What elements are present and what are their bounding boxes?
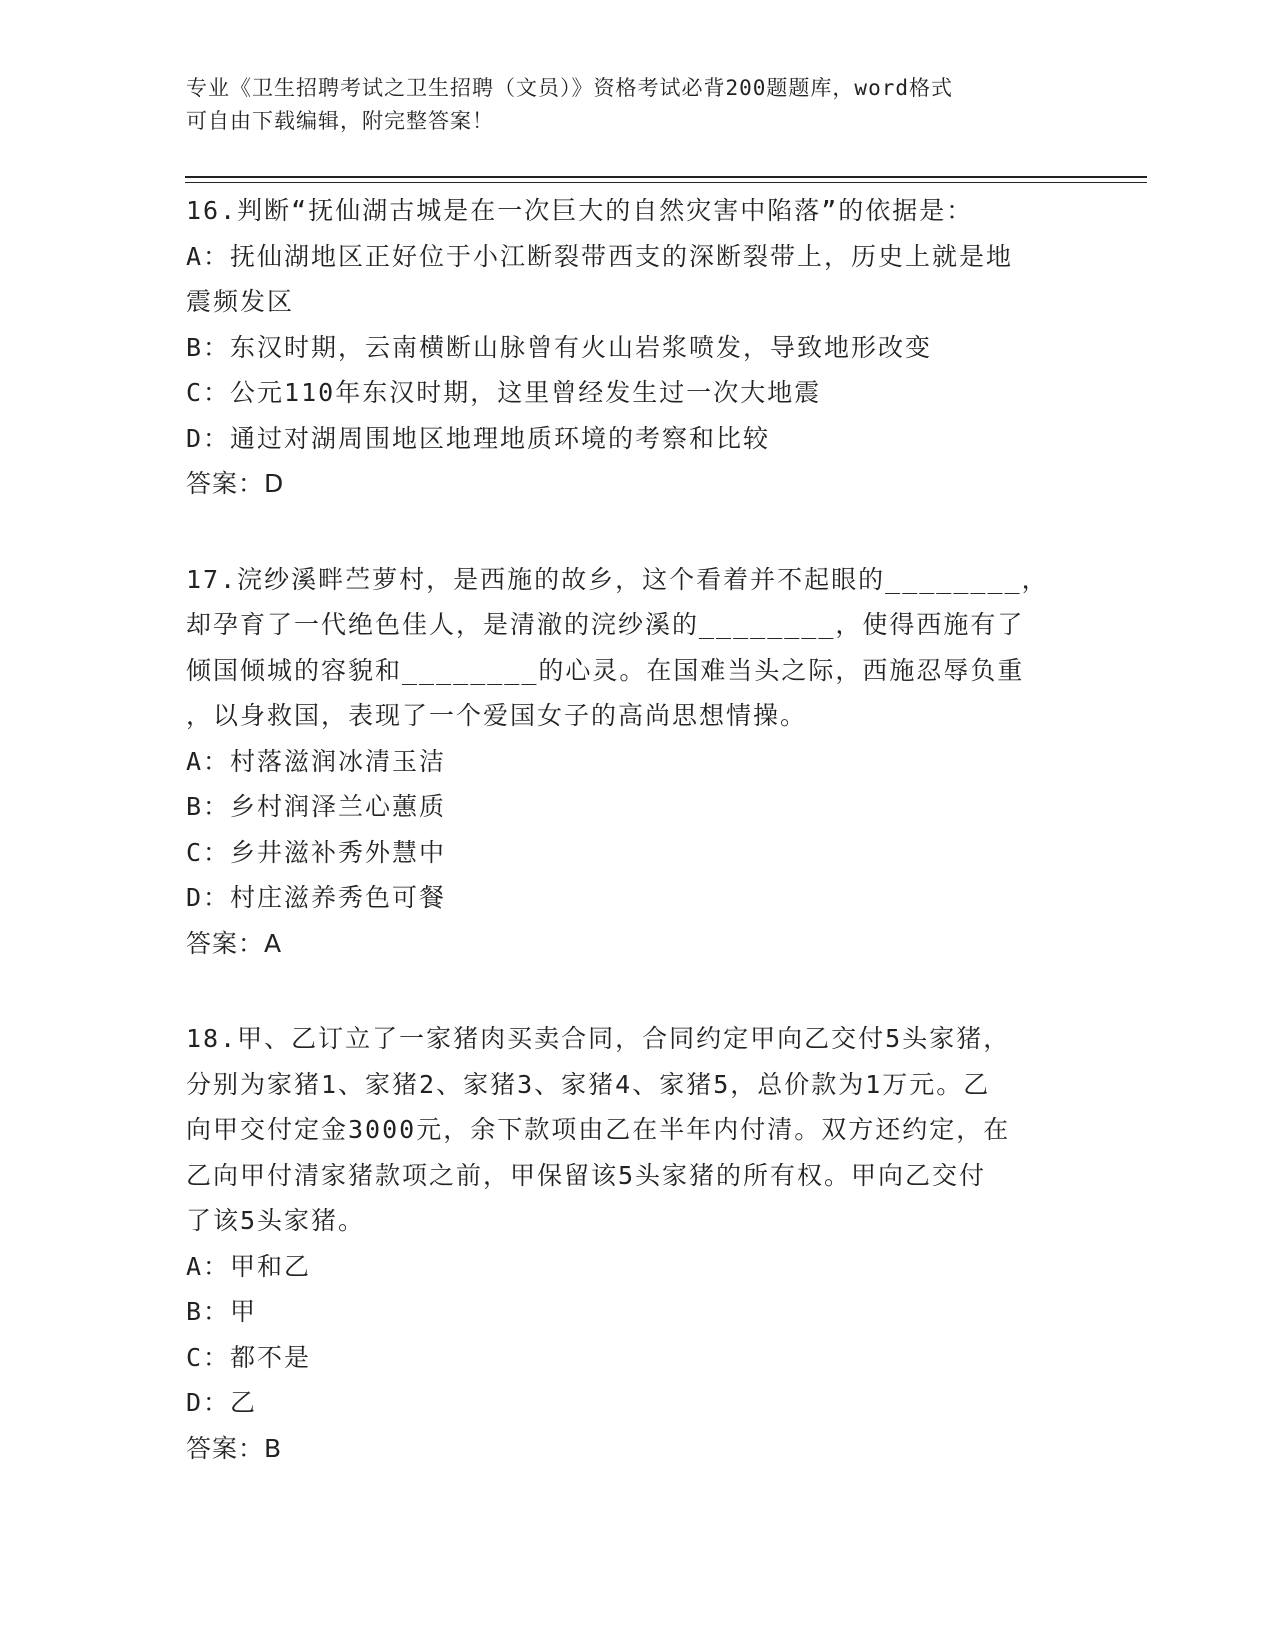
question-18 bbox=[186, 1016, 1086, 1471]
option-d: D：乙 bbox=[186, 1388, 258, 1417]
answer-line: 答案：B bbox=[186, 1433, 283, 1463]
question-text-line: 17.浣纱溪畔苎萝村，是西施的故乡，这个看着并不起眼的________， bbox=[186, 564, 1049, 594]
option-a: A：甲和乙 bbox=[186, 1251, 312, 1281]
question-text-line: 分别为家猪1、家猪2、家猪3、家猪4、家猪5，总价款为1万元。乙 bbox=[186, 1069, 991, 1099]
question-text-line: 向甲交付定金3000元，余下款项由乙在半年内付清。双方还约定，在 bbox=[186, 1115, 1011, 1144]
option-c: C：公元110年东汉时期，这里曾经发生过一次大地震 bbox=[186, 378, 822, 407]
option-d: D：通过对湖周围地区地理地质环境的考察和比较 bbox=[186, 423, 771, 453]
question-text-line: 乙向甲付清家猪款项之前，甲保留该5头家猪的所有权。甲向乙交付 bbox=[186, 1160, 987, 1190]
option-a-continued: 震频发区 bbox=[186, 287, 295, 316]
question-text-line: ，以身救国，表现了一个爱国女子的高尚思想情操。 bbox=[186, 701, 808, 730]
question-text: 16.判断“抚仙湖古城是在一次巨大的自然灾害中陷落”的依据是： bbox=[186, 196, 974, 225]
option-a: A：抚仙湖地区正好位于小江断裂带西支的深断裂带上，历史上就是地 bbox=[186, 241, 1014, 271]
option-d: D：村庄滋养秀色可餐 bbox=[186, 883, 447, 912]
option-b: B：乡村润泽兰心蕙质 bbox=[186, 792, 447, 821]
answer-line: 答案：D bbox=[186, 469, 285, 498]
option-b: B：甲 bbox=[186, 1297, 258, 1326]
question-text-line: 18.甲、乙订立了一家猪肉买卖合同，合同约定甲向乙交付5头家猪， bbox=[186, 1024, 1011, 1053]
question-text-line: 倾国倾城的容貌和________的心灵。在国难当头之际，西施忍辱负重 bbox=[186, 655, 1025, 685]
question-16 bbox=[186, 188, 1086, 507]
header-divider-thick bbox=[185, 176, 1147, 178]
option-c: C：乡井滋补秀外慧中 bbox=[186, 837, 447, 867]
header-divider-thin bbox=[185, 182, 1147, 183]
option-c: C：都不是 bbox=[186, 1342, 312, 1372]
header-line-2: 可自由下载编辑，附完整答案！ bbox=[186, 109, 494, 133]
question-text-line: 却孕育了一代绝色佳人，是清澈的浣纱溪的________，使得西施有了 bbox=[186, 610, 1025, 639]
question-17 bbox=[186, 557, 1086, 967]
option-a: A：村落滋润冰清玉洁 bbox=[186, 746, 447, 776]
header-line-1: 专业《卫生招聘考试之卫生招聘（文员）》资格考试必背200题题库，word格式 bbox=[186, 76, 953, 100]
document-header bbox=[186, 72, 1076, 138]
answer-line: 答案：A bbox=[186, 928, 283, 958]
question-text-line: 了该5头家猪。 bbox=[186, 1206, 366, 1235]
option-b: B：东汉时期，云南横断山脉曾有火山岩浆喷发，导致地形改变 bbox=[186, 332, 933, 362]
question-list bbox=[186, 188, 1086, 1521]
